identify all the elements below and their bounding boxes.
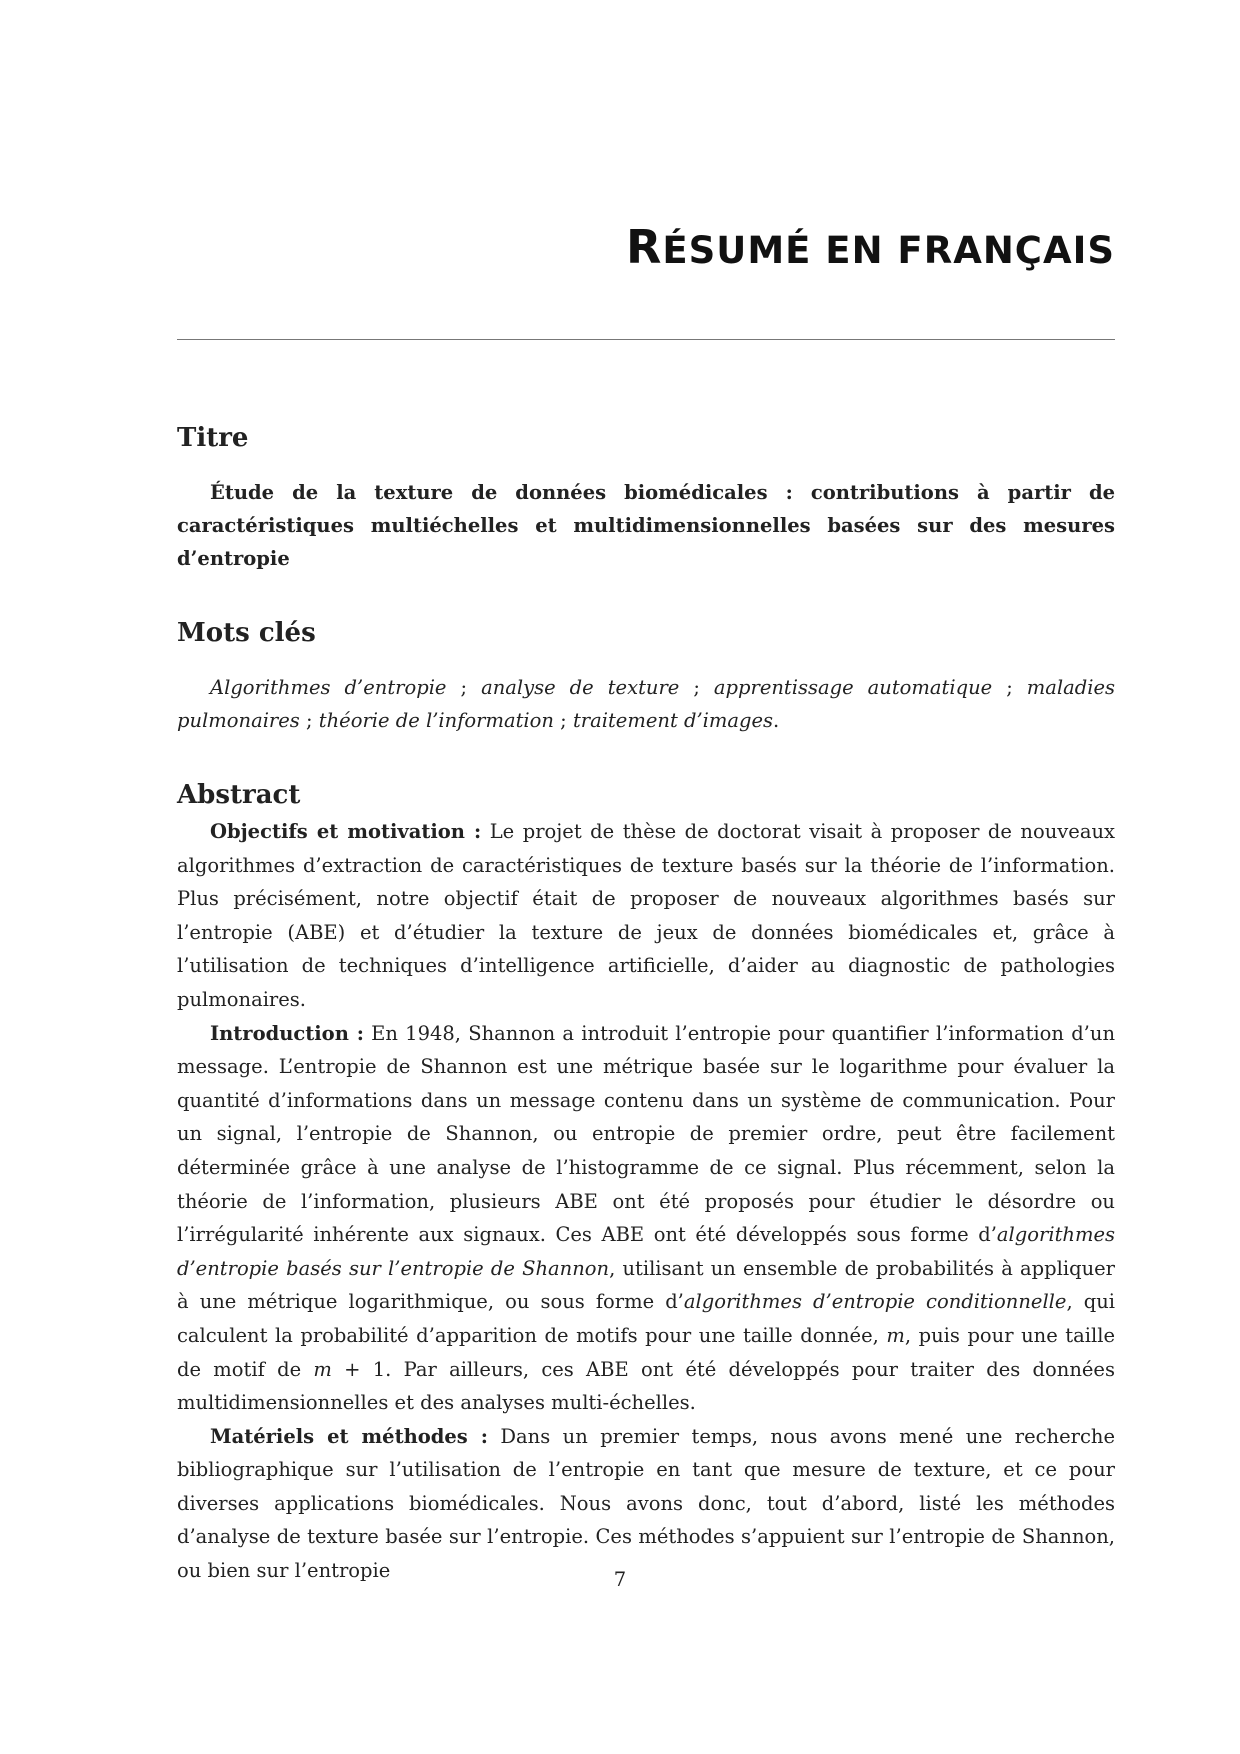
paragraph-emphasis: algorithmes d’entropie conditionnelle xyxy=(683,1290,1067,1314)
keyword: analyse de texture xyxy=(481,676,680,699)
keywords-end: . xyxy=(773,709,780,732)
paragraph-text: Le projet de thèse de doctorat visait à proposer de nouveaux algorithmes d’extraction de caractéristiques de texture basés sur la théorie de l’information. Plus précisément, notre objectif était de proposer de nouveaux algorithmes basés sur l’entropie (ABE) et d’étudier la texture de jeux de données biomédicales et, grâce à l’utilisation de techniques d’intelligence artificielle, d’aider au diagnostic de pathologies pulmonaires. xyxy=(177,820,1115,1011)
paragraph-text: , puis pour une taille de motif de xyxy=(177,1323,1116,1381)
keyword: théorie de l’information xyxy=(318,709,554,732)
thesis-title: Étude de la texture de données biomédicales : contributions à partir de caractéristiques multiéchelles et multidimensionnelles basées sur des mesures d’entropie xyxy=(177,481,1115,570)
page-number: 7 xyxy=(613,1568,627,1591)
math-variable-m: m xyxy=(886,1323,905,1347)
paragraph-lead: Introduction : xyxy=(210,1021,364,1045)
keyword-separator: ; xyxy=(679,676,714,699)
chapter-title-initial: R xyxy=(625,220,663,274)
paragraph-lead: Objectifs et motivation : xyxy=(210,820,482,843)
keyword-separator: ; xyxy=(299,709,319,732)
keyword: apprentissage automatique xyxy=(713,676,993,699)
keywords-list xyxy=(177,671,1115,737)
math-variable-m: m xyxy=(313,1357,332,1381)
paragraph-lead: Matériels et méthodes : xyxy=(210,1424,488,1448)
section-heading-mots-cles: Mots clés xyxy=(177,618,316,648)
paragraph-text: , utilisant un ensemble de probabilités à appliquer à une métrique logarithmique, ou sous forme d’ xyxy=(177,1256,1116,1314)
abstract-paragraph-materiels xyxy=(177,1420,1115,1588)
paragraph-text: En 1948, Shannon a introduit l’entropie pour quantifier l’information d’un message. L’entropie de Shannon est une métrique basée sur le logarithme pour évaluer la quantité d’informations dans un message contenu dans un système de communication. Pour un signal, l’entropie de Shannon, ou entropie de premier ordre, peut être facilement déterminée grâce à une analyse de l’histogramme de ce signal. Plus récemment, selon la théorie de l’information, plusieurs ABE ont été proposés pour étudier le désordre ou l’irrégularité inhérente aux signaux. Ces ABE ont été développés sous forme d’ xyxy=(177,1021,1115,1247)
keyword: Algorithmes d’entropie xyxy=(210,676,447,699)
chapter-title xyxy=(626,220,1115,274)
chapter-title-rule xyxy=(177,339,1115,340)
section-heading-abstract: Abstract xyxy=(177,780,301,810)
page-content xyxy=(177,418,1115,1588)
chapter-title-rest: ÉSUMÉ EN FRANÇAIS xyxy=(662,229,1115,272)
paragraph-emphasis: algorithmes d’entropie basés sur l’entropie de Shannon xyxy=(177,1223,1115,1280)
paragraph-text: Dans un premier temps, nous avons mené une recherche bibliographique sur l’utilisation de l’entropie en tant que mesure de texture, et ce pour diverses applications biomédicales. Nous avons donc, tout d’abord, listé les méthodes d’analyse de texture basée sur l’entropie. Ces méthodes s’appuient sur l’entropie de Shannon, ou bien sur l’entropie xyxy=(177,1424,1115,1583)
paragraph-text: + 1. Par ailleurs, ces ABE ont été développés pour traiter des données multidimensionnelles et des analyses multi-échelles. xyxy=(177,1357,1115,1415)
keyword-separator: ; xyxy=(992,676,1027,699)
keyword-separator: ; xyxy=(553,709,573,732)
abstract-paragraph-objectifs xyxy=(177,815,1115,1017)
paragraph-text: , qui calculent la probabilité d’apparition de motifs pour une taille donnée, xyxy=(177,1290,1115,1347)
abstract-paragraph-introduction xyxy=(177,1017,1115,1420)
section-heading-titre: Titre xyxy=(177,423,249,453)
keyword: maladies pulmonaires xyxy=(177,676,1116,732)
keyword-separator: ; xyxy=(446,676,482,699)
keyword: traitement d’images xyxy=(572,709,774,732)
